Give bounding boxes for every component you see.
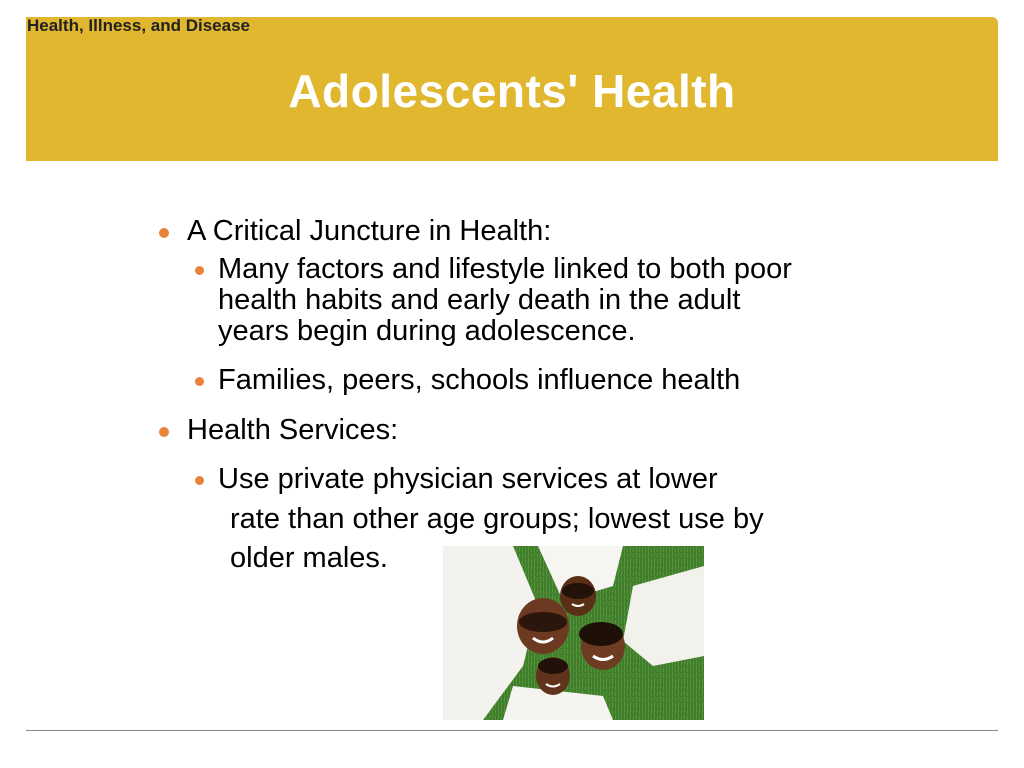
bottom-divider <box>26 730 998 731</box>
bullet-dot <box>159 228 169 238</box>
bullet-health-services: Health Services: <box>187 414 399 446</box>
sub-bullet-lifestyle-line3: years begin during adolescence. <box>218 315 636 347</box>
sub-bullet-physician-line2: rate than other age groups; lowest use by <box>230 503 764 535</box>
sub-bullet-physician-line3: older males. <box>230 542 388 574</box>
bullet-dot <box>159 427 169 437</box>
course-label: Health, Illness, and Disease <box>27 16 250 35</box>
sub-bullet-dot <box>195 377 204 386</box>
sub-bullet-lifestyle-line1: Many factors and lifestyle linked to both poor <box>218 253 792 285</box>
family-lying-on-grass-photo-icon <box>443 546 704 720</box>
bullet-critical-juncture: A Critical Juncture in Health: <box>187 215 552 247</box>
sub-bullet-families: Families, peers, schools influence health <box>218 364 741 396</box>
family-photo <box>443 546 704 720</box>
sub-bullet-physician-line1: Use private physician services at lower <box>218 463 718 495</box>
slide-title: Adolescents' Health <box>288 65 736 117</box>
sub-bullet-lifestyle-line2: health habits and early death in the adult <box>218 284 741 316</box>
sub-bullet-dot <box>195 266 204 275</box>
sub-bullet-dot <box>195 476 204 485</box>
